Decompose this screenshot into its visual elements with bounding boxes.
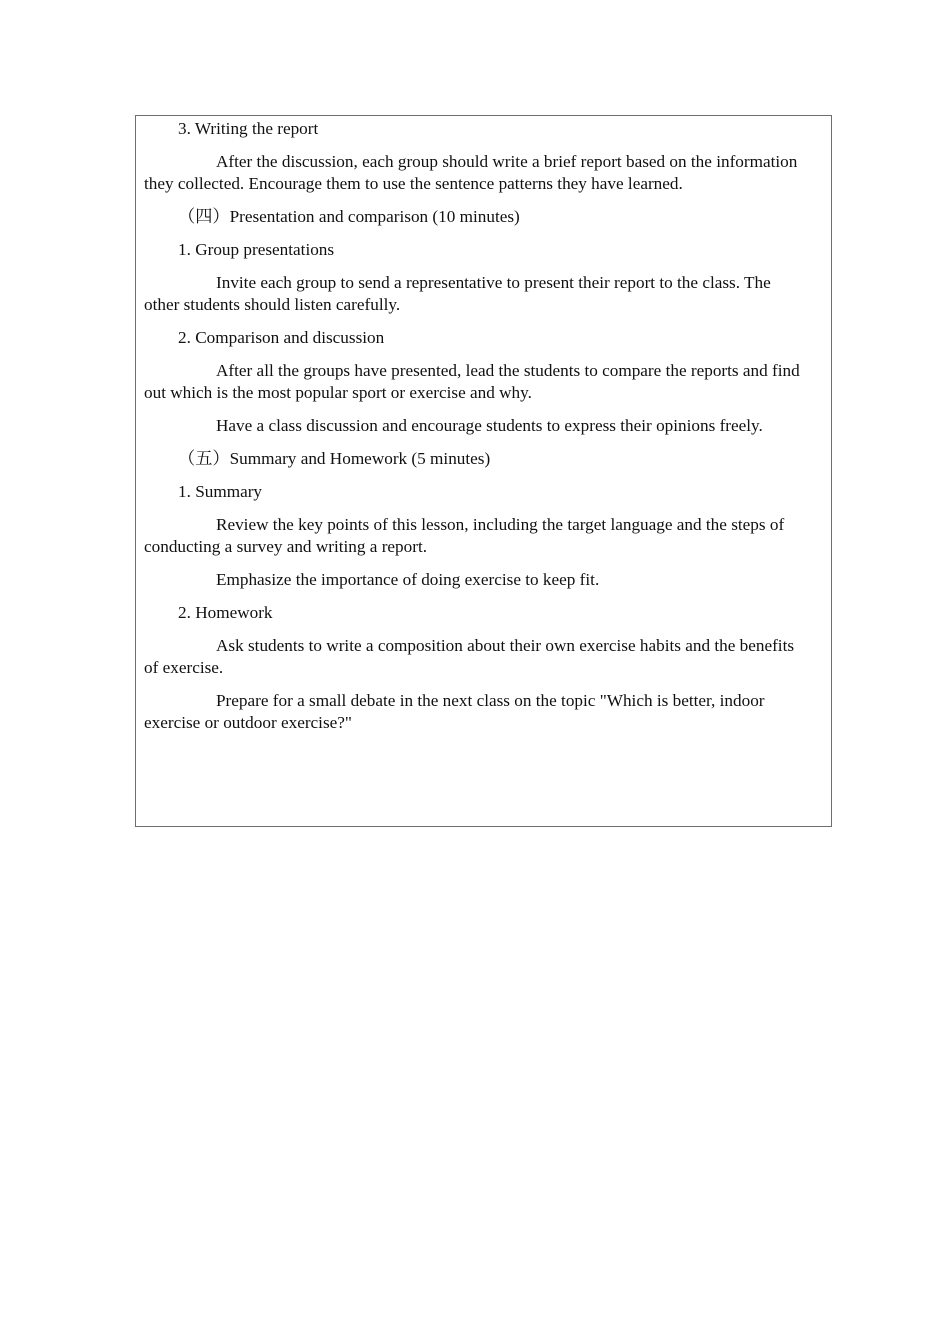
paragraph-emphasize-exercise: Emphasize the importance of doing exercise to keep fit. <box>216 570 600 589</box>
heading-homework: 2. Homework <box>178 603 273 622</box>
heading-writing-report: 3. Writing the report <box>178 119 319 138</box>
paragraph-review-key-points: Review the key points of this lesson, including the target language and the steps of conducting a survey and writing a report. <box>144 515 785 556</box>
paragraph-writing-report: After the discussion, each group should write a brief report based on the information they collected. Encourage them to use the sentence patterns they have learned. <box>144 152 798 193</box>
heading-comparison-discussion: 2. Comparison and discussion <box>178 328 385 347</box>
section-heading-summary-homework: （五）Summary and Homework (5 minutes) <box>178 449 491 468</box>
heading-summary: 1. Summary <box>178 482 263 501</box>
lesson-plan-content <box>144 118 804 745</box>
lesson-plan-table-cell <box>135 115 832 827</box>
heading-group-presentations: 1. Group presentations <box>178 240 335 259</box>
section-heading-presentation: （四）Presentation and comparison (10 minutes) <box>178 207 520 226</box>
paragraph-compare-reports: After all the groups have presented, lead the students to compare the reports and find out which is the most popular sport or exercise and why. <box>144 361 800 402</box>
paragraph-homework-debate: Prepare for a small debate in the next class on the topic "Which is better, indoor exercise or outdoor exercise?" <box>144 691 765 732</box>
paragraph-class-discussion: Have a class discussion and encourage students to express their opinions freely. <box>216 416 763 435</box>
paragraph-homework-composition: Ask students to write a composition about their own exercise habits and the benefits of exercise. <box>144 636 795 677</box>
paragraph-group-presentations: Invite each group to send a representative to present their report to the class. The other students should listen carefully. <box>144 273 771 314</box>
